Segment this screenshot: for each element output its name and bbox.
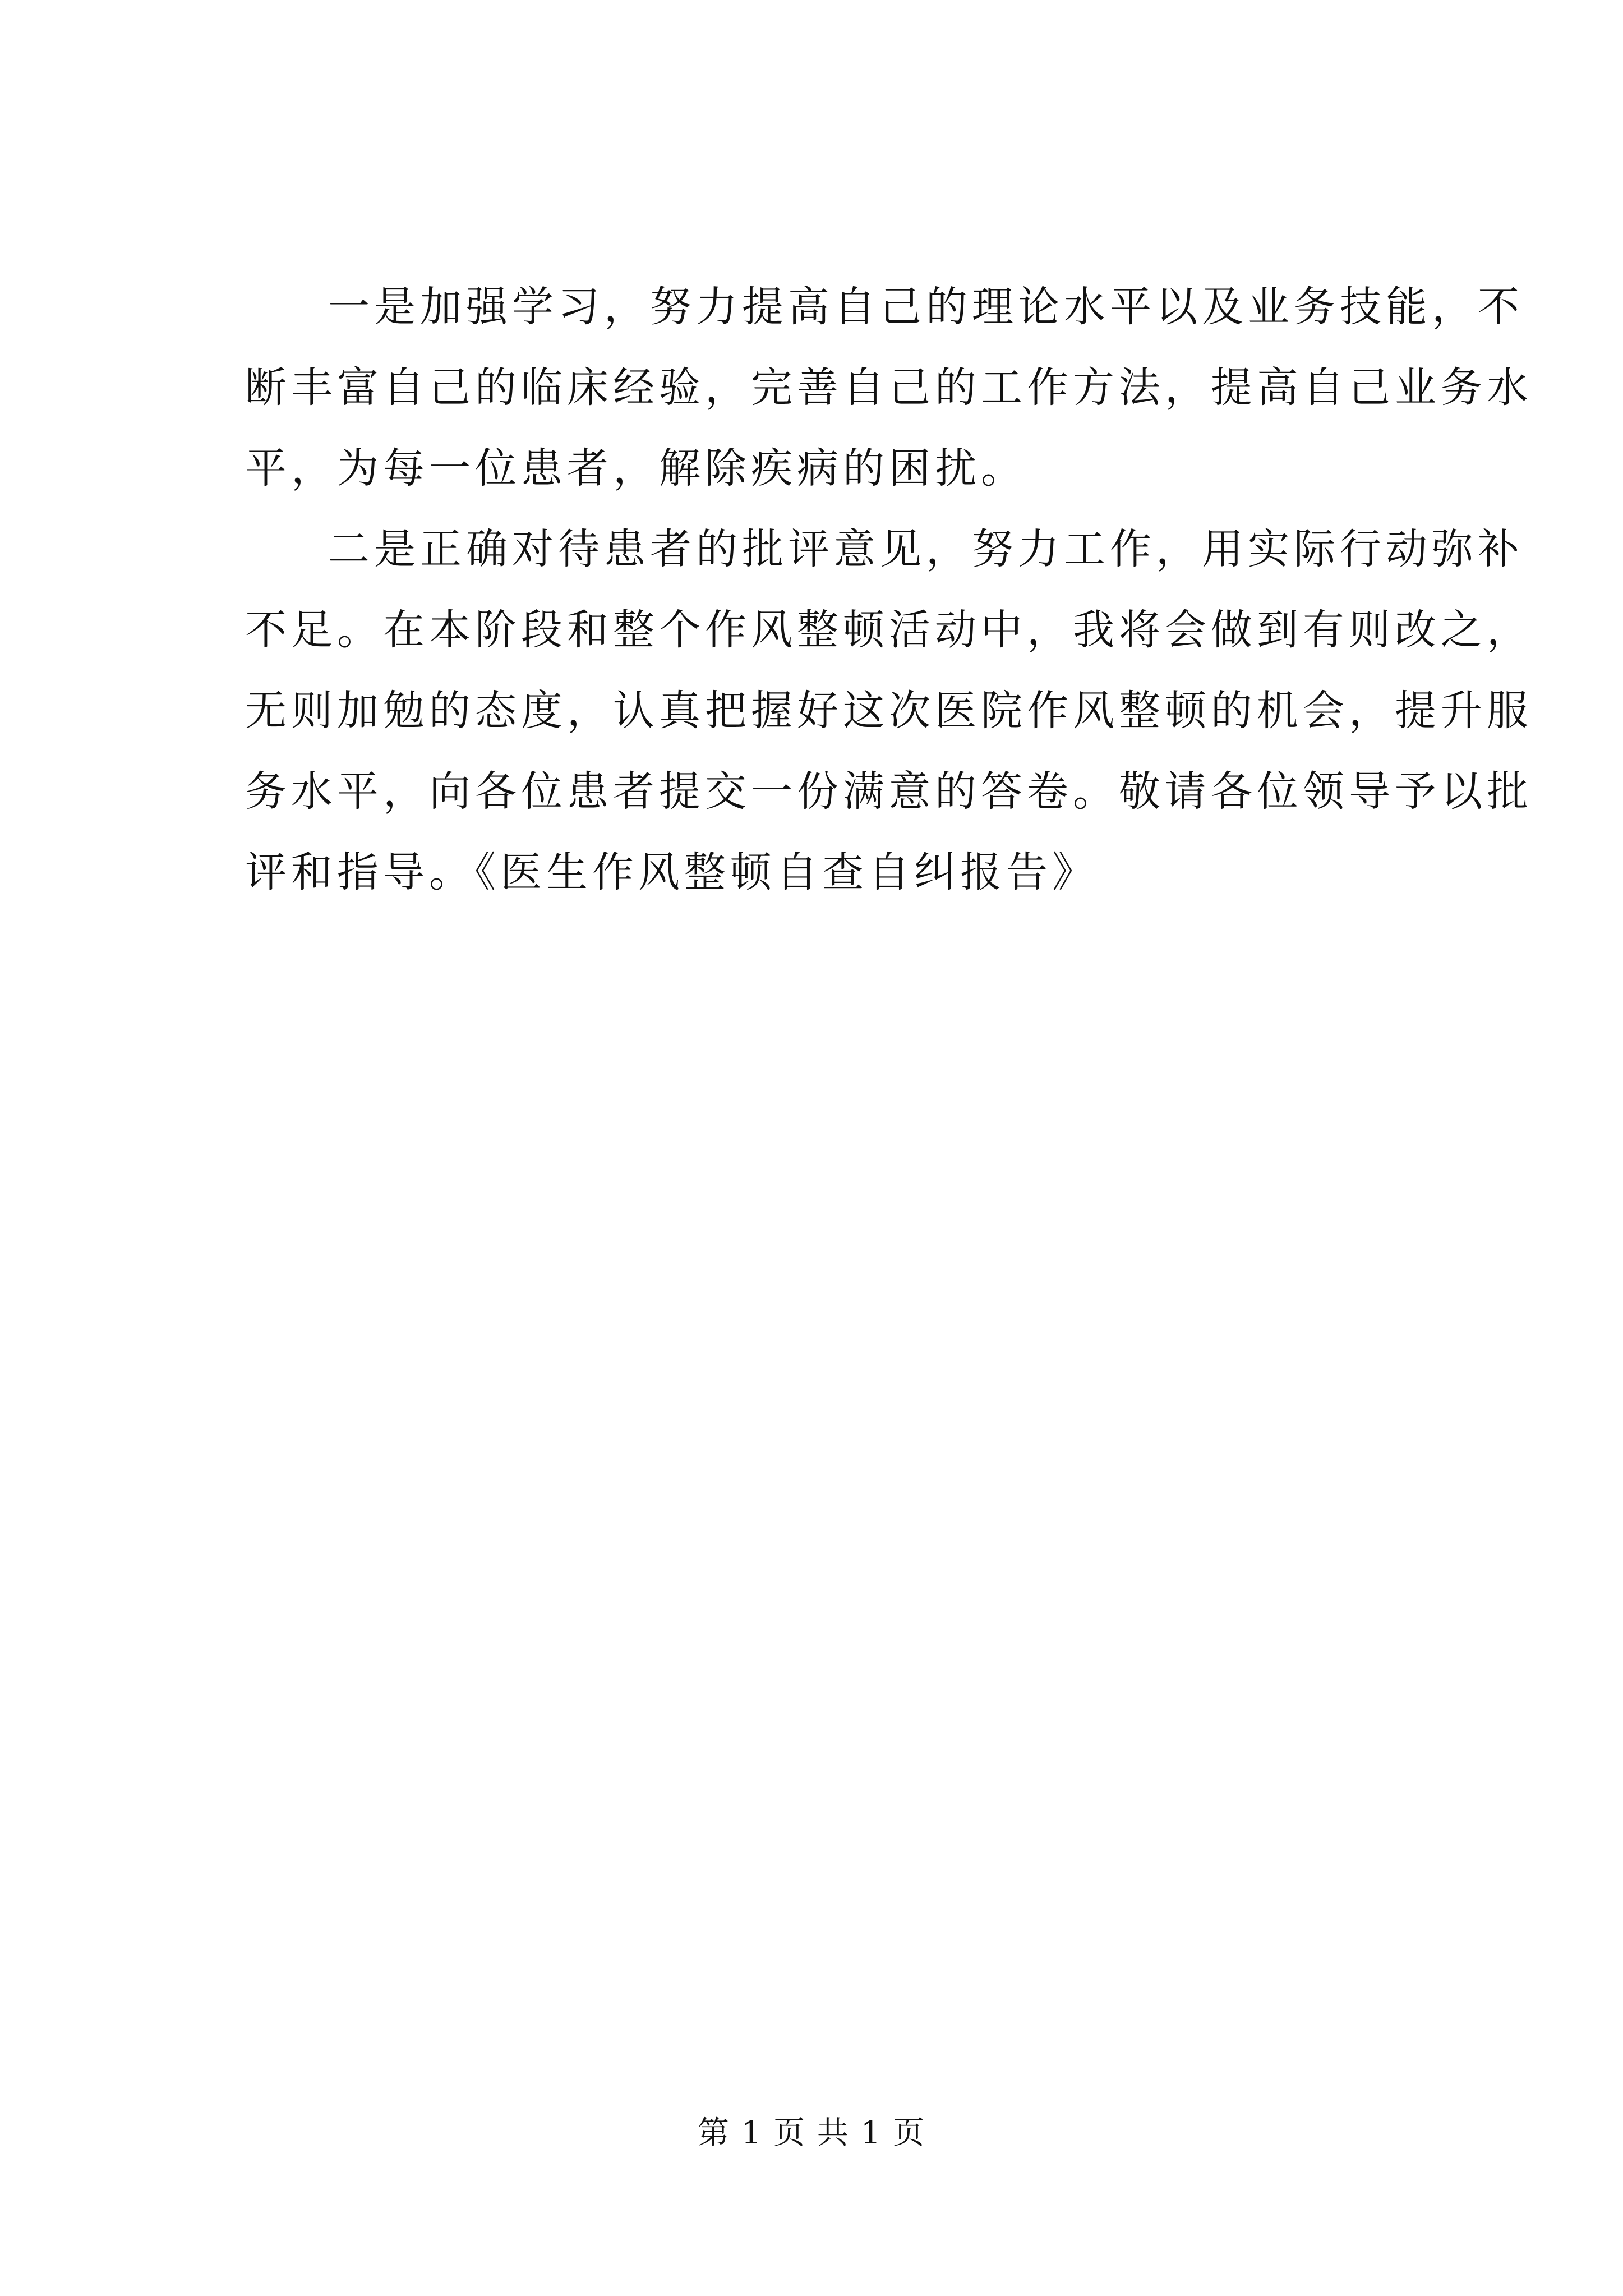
document-body [245,266,1533,913]
paragraph-line: 无则加勉的态度，认真把握好这次医院作风整顿的机会，提升服 [245,687,1533,735]
paragraph-2 [245,509,1533,913]
paragraph-line: 不足。在本阶段和整个作风整顿活动中，我将会做到有则改之， [245,606,1533,654]
page-number-footer: 第 1 页 共 1 页 [697,2115,926,2151]
paragraph-line: 评和指导。《医生作风整顿自查自纠报告》 [245,848,1098,896]
paragraph-line: 断丰富自己的临床经验，完善自己的工作方法，提高自己业务水 [245,364,1533,412]
paragraph-line: 一是加强学习，努力提高自己的理论水平以及业务技能，不 [328,283,1524,331]
paragraph-1 [245,266,1533,509]
paragraph-line: 二是正确对待患者的批评意见，努力工作，用实际行动弥补 [328,525,1524,573]
paragraph-line: 平，为每一位患者，解除疾病的困扰。 [245,444,1027,493]
paragraph-line: 务水平，向各位患者提交一份满意的答卷。敬请各位领导予以批 [245,767,1533,816]
